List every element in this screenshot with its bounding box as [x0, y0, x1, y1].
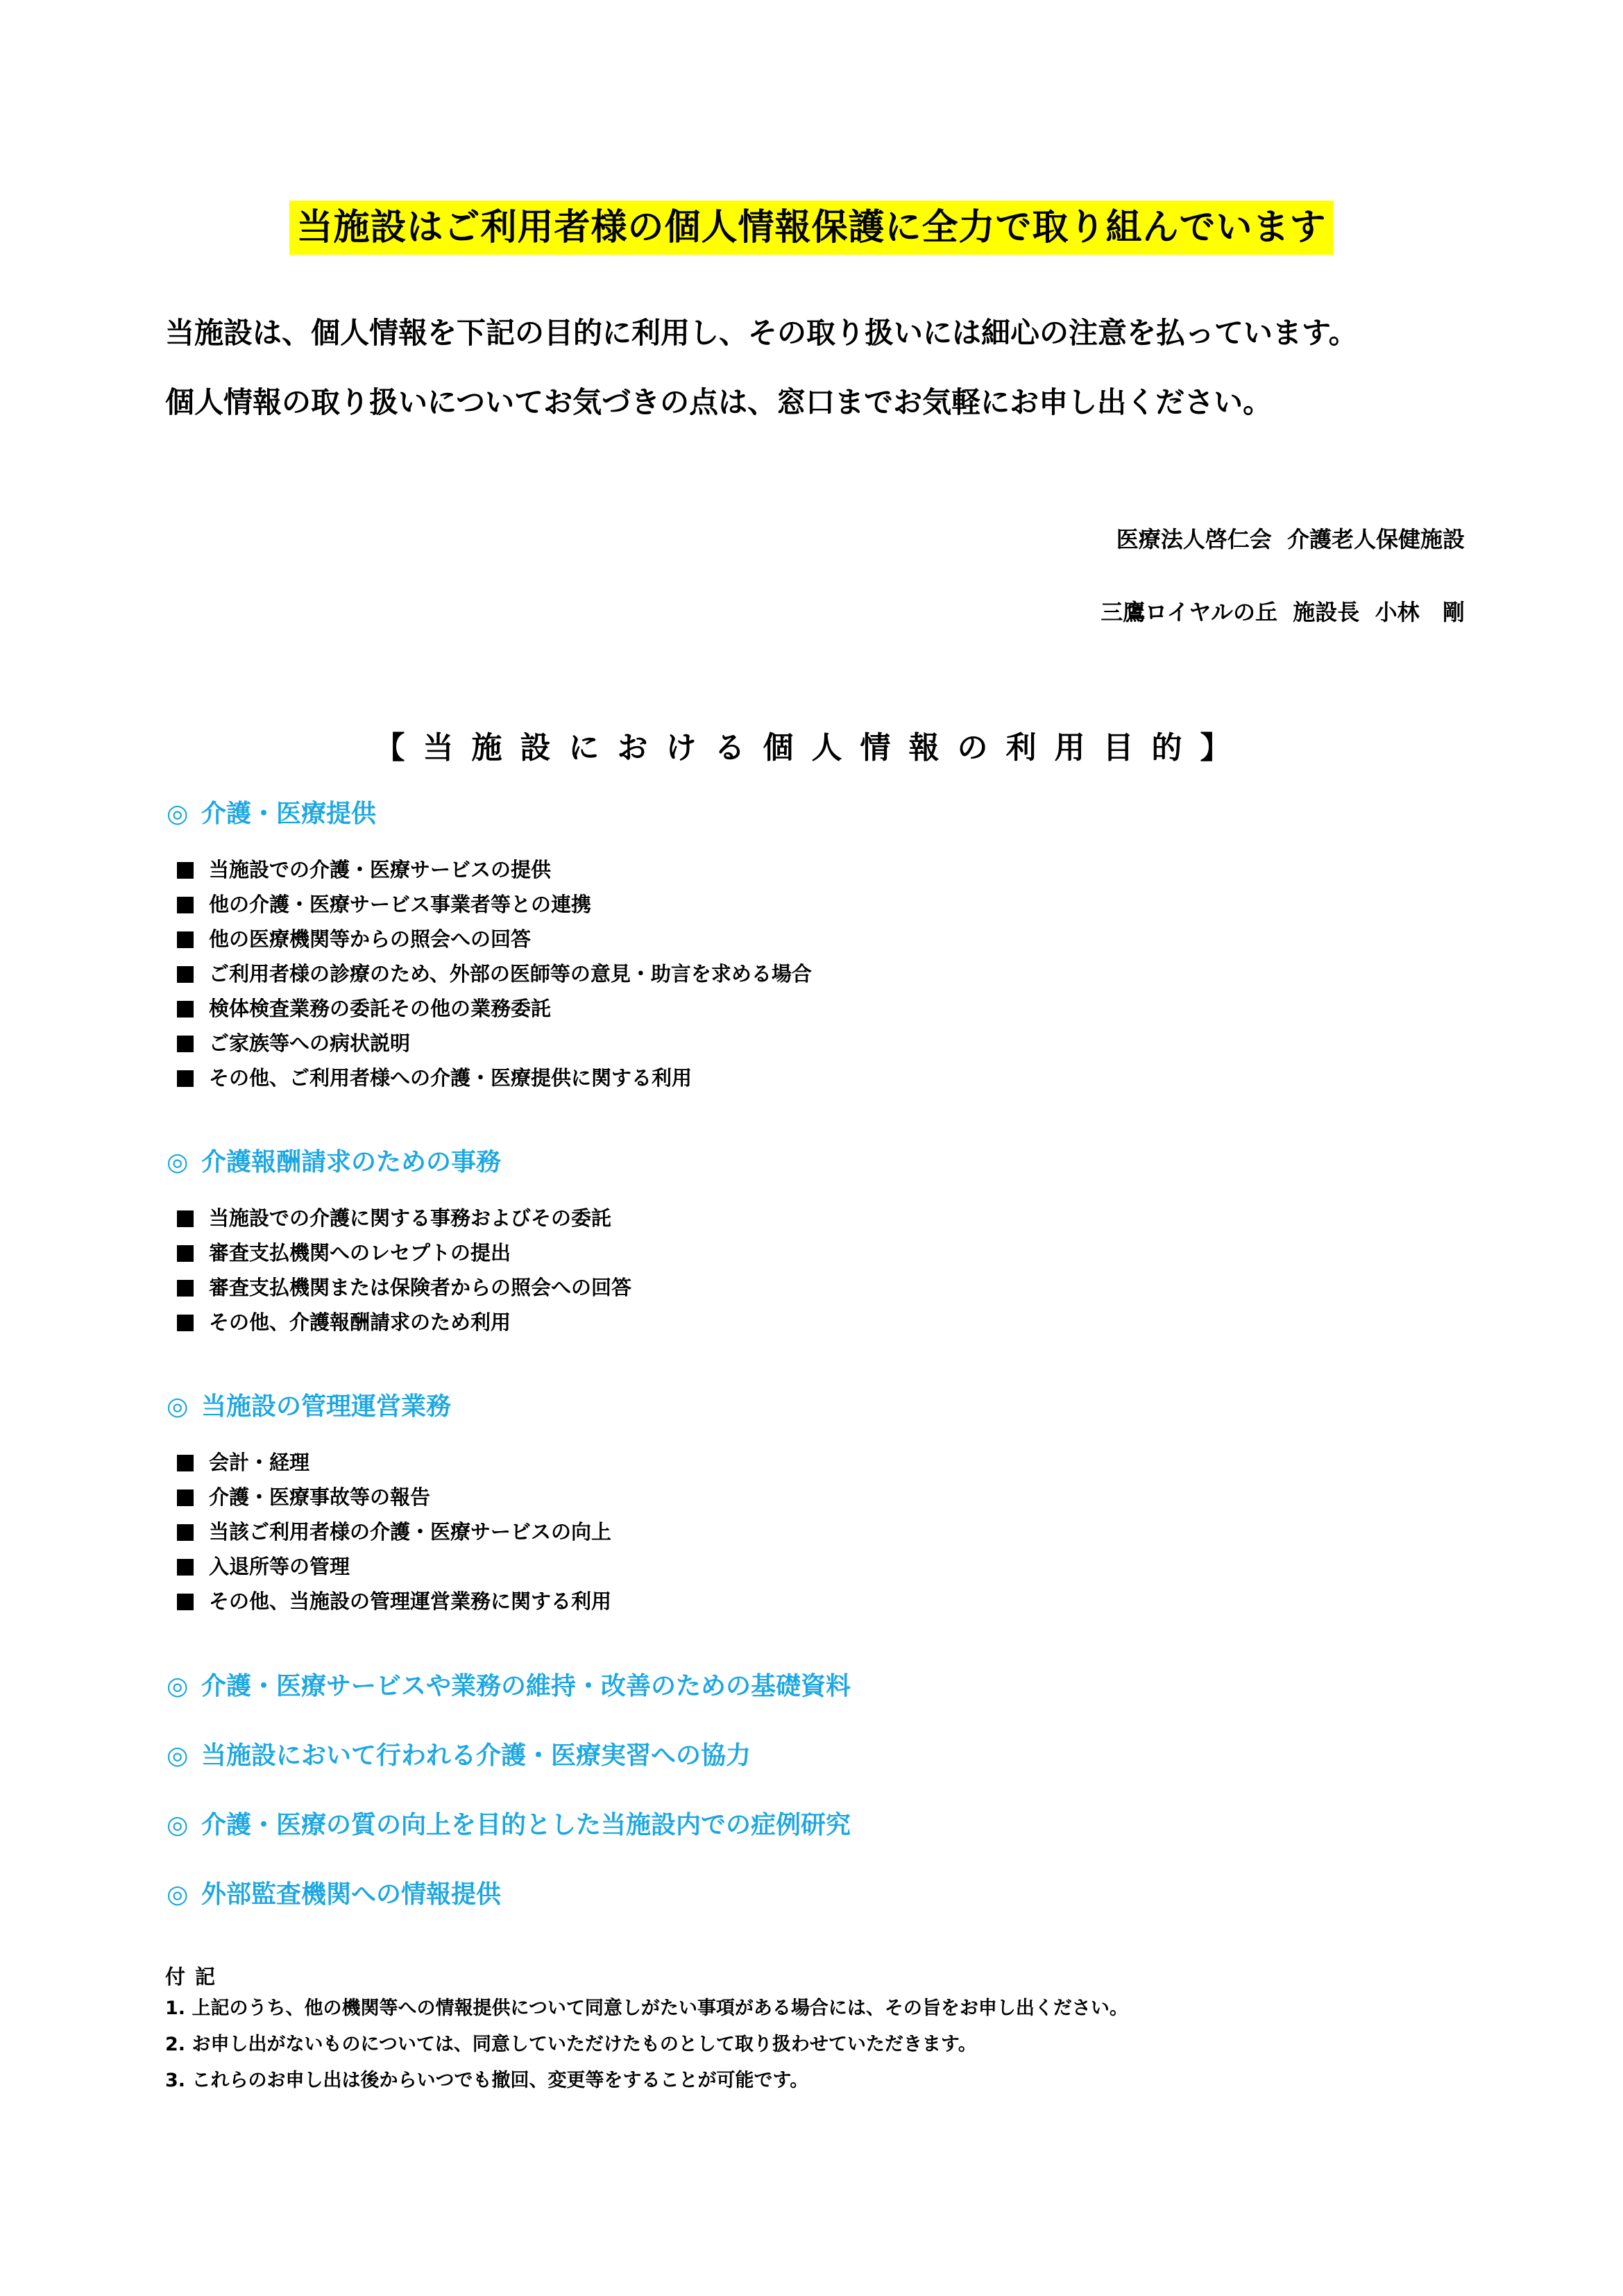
section-title-text: 介護報酬請求のための事務 [201, 1148, 502, 1176]
section-title-text: 外部監査機関への情報提供 [201, 1880, 502, 1909]
section-list [177, 1445, 611, 1619]
double-circle-icon: ◎ [167, 1148, 189, 1176]
section-title-text: 介護・医療サービスや業務の維持・改善のための基礎資料 [201, 1672, 851, 1700]
black-square-icon [177, 1245, 194, 1262]
list-item: 他の医療機関等からの照会への回答 [177, 922, 812, 956]
black-square-icon [177, 1455, 194, 1471]
section-title-text: 当施設において行われる介護・医療実習への協力 [201, 1741, 751, 1770]
facility-director: 三鷹ロイヤルの丘 施設長 小林 剛 [1101, 599, 1465, 625]
section-title-text: 当施設の管理運営業務 [201, 1392, 452, 1421]
list-item: 入退所等の管理 [177, 1549, 611, 1584]
black-square-icon [177, 966, 194, 983]
section-title [167, 1877, 501, 1912]
list-item: 当該ご利用者様の介護・医療サービスの向上 [177, 1514, 611, 1549]
section-title [167, 1669, 851, 1704]
double-circle-icon: ◎ [167, 1880, 189, 1909]
list-item: 当施設での介護・医療サービスの提供 [177, 852, 812, 887]
black-square-icon [177, 1280, 194, 1297]
list-item: 会計・経理 [177, 1445, 611, 1480]
page-title: 当施設はご利用者様の個人情報保護に全力で取り組んでいます [289, 201, 1333, 255]
list-item: 審査支払機関または保険者からの照会への回答 [177, 1270, 631, 1305]
black-square-icon [177, 1489, 194, 1506]
black-square-icon [177, 1559, 194, 1576]
note-item: 1. 上記のうち、他の機関等への情報提供について同意しがたい事項がある場合には、その旨をお申し出ください。 [165, 1998, 1128, 2019]
organization-name: 医療法人啓仁会 介護老人保健施設 [1116, 526, 1465, 552]
section-title [167, 1808, 851, 1843]
black-square-icon [177, 1524, 194, 1541]
note-item: 3. これらのお申し出は後からいつでも撤回、変更等をすることが可能です。 [165, 2070, 809, 2091]
notes [165, 1963, 1128, 2099]
note-item: 2. お申し出がないものについては、同意していただけたものとして取り扱わせていただきます。 [165, 2034, 977, 2055]
intro-line-1: 当施設は、個人情報を下記の目的に利用し、その取り扱いには細心の注意を払っています。 [165, 316, 1358, 350]
double-circle-icon: ◎ [167, 1672, 189, 1700]
section-list [177, 852, 812, 1095]
double-circle-icon: ◎ [167, 1741, 189, 1770]
section-title [167, 1145, 501, 1180]
double-circle-icon: ◎ [167, 1392, 189, 1421]
list-item: 検体検査業務の委託その他の業務委託 [177, 991, 812, 1026]
list-item: 当施設での介護に関する事務およびその委託 [177, 1201, 631, 1235]
list-item: ご利用者様の診療のため、外部の医師等の意見・助言を求める場合 [177, 956, 812, 991]
section-title [167, 1390, 451, 1424]
black-square-icon [177, 1210, 194, 1227]
purpose-heading: 【当施設における個人情報の利用目的】 [374, 730, 1249, 766]
title-banner [0, 201, 1623, 255]
section-title [167, 797, 376, 832]
black-square-icon [177, 862, 194, 879]
list-item: その他、介護報酬請求のため利用 [177, 1305, 631, 1340]
section-title [167, 1739, 751, 1773]
double-circle-icon: ◎ [167, 1811, 189, 1839]
list-item: 介護・医療事故等の報告 [177, 1480, 611, 1514]
list-item: その他、当施設の管理運営業務に関する利用 [177, 1584, 611, 1619]
section-title-text: 介護・医療提供 [201, 800, 377, 828]
section-title-text: 介護・医療の質の向上を目的とした当施設内での症例研究 [201, 1811, 851, 1839]
black-square-icon [177, 931, 194, 948]
black-square-icon [177, 1070, 194, 1087]
section-list [177, 1201, 631, 1340]
double-circle-icon: ◎ [167, 800, 189, 828]
black-square-icon [177, 1036, 194, 1052]
list-item: 他の介護・医療サービス事業者等との連携 [177, 887, 812, 922]
list-item: その他、ご利用者様への介護・医療提供に関する利用 [177, 1061, 812, 1095]
black-square-icon [177, 897, 194, 913]
notes-title: 付記 [165, 1965, 226, 1989]
intro-line-2: 個人情報の取り扱いについてお気づきの点は、窓口までお気軽にお申し出ください。 [165, 385, 1273, 419]
black-square-icon [177, 1315, 194, 1331]
black-square-icon [177, 1594, 194, 1610]
list-item: ご家族等への病状説明 [177, 1026, 812, 1061]
black-square-icon [177, 1001, 194, 1018]
list-item: 審査支払機関へのレセプトの提出 [177, 1235, 631, 1270]
